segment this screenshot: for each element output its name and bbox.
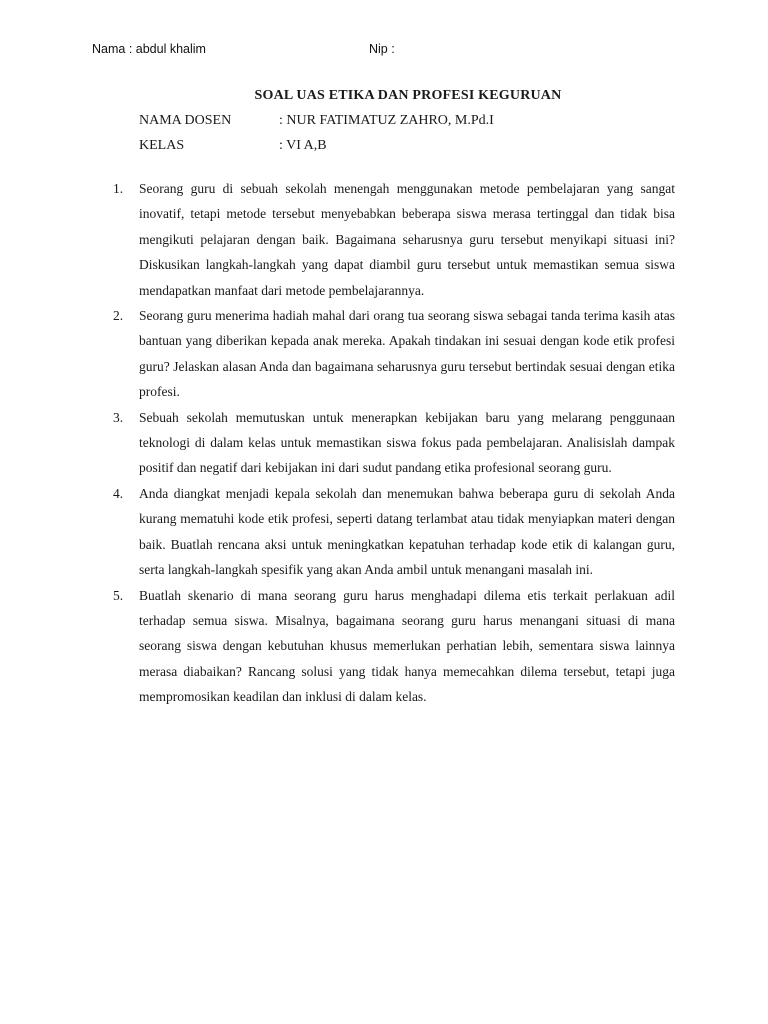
question-text: Seorang guru menerima hadiah mahal dari orang tua seorang siswa sebagai tanda terima kasih atas bantuan yang diberikan kepada anak mereka. Apakah tindakan ini sesuai dengan kode etik profesi guru? Jelaskan alasan Anda dan bagaimana seharusnya guru tersebut bertindak sesuai dengan etika profesi.: [139, 308, 675, 400]
question-number: 5.: [113, 587, 124, 603]
question-text: Anda diangkat menjadi kepala sekolah dan menemukan bahwa beberapa guru di sekolah Anda kurang mematuhi kode etik profesi, seperti datang terlambat atau tidak menyiapkan materi dengan baik. Buatlah rencana aksi untuk meningkatkan kepatuhan terhadap kode etik di kalangan guru, serta langkah-langkah spesifik yang akan Anda ambil untuk menangani masalah ini.: [139, 485, 675, 578]
kelas-value: : VI A,B: [279, 138, 327, 153]
student-info-row: [92, 42, 692, 56]
question-item: [113, 481, 675, 583]
dosen-label: NAMA DOSEN: [139, 113, 232, 128]
student-name: Nama : abdul khalim: [92, 42, 206, 56]
question-item: [113, 405, 675, 481]
question-item: [113, 303, 675, 405]
question-number: 2.: [113, 308, 124, 324]
meta-kelas-row: [139, 138, 327, 154]
question-number: 3.: [113, 409, 124, 425]
question-number: 4.: [113, 485, 124, 501]
question-item: [113, 583, 675, 710]
question-text: Seorang guru di sebuah sekolah menengah menggunakan metode pembelajaran yang sangat inovatif, tetapi metode tersebut menyebabkan beberapa siswa merasa tertinggal dan tidak bisa mengikuti pelajaran dengan baik. Bagaimana seharusnya guru tersebut menyikapi situasi ini? Diskusikan langkah-langkah yang dapat diambil guru tersebut untuk memastikan semua siswa mendapatkan manfaat dari metode pembelajarannya.: [139, 181, 675, 298]
question-list: [113, 176, 675, 710]
student-nip: Nip :: [369, 42, 395, 56]
question-item: [113, 176, 675, 303]
question-number: 1.: [113, 181, 124, 196]
question-text: Sebuah sekolah memutuskan untuk menerapkan kebijakan baru yang melarang penggunaan teknologi di dalam kelas untuk memastikan siswa fokus pada pembelajaran. Analisislah dampak positif dan negatif dari kebijakan ini dari sudut pandang etika profesional seorang guru.: [139, 409, 675, 476]
kelas-label: KELAS: [139, 138, 185, 153]
question-text: Buatlah skenario di mana seorang guru harus menghadapi dilema etis terkait perlakuan adil terhadap semua siswa. Misalnya, bagaimana seorang guru harus menangani situasi di mana seorang siswa dengan kebutuhan khusus memerlukan perhatian lebih, sementara siswa lainnya merasa diabaikan? Rancang solusi yang tidak hanya memecahkan dilema tersebut, tetapi juga mempromosikan keadilan dan inklusi di dalam kelas.: [139, 587, 675, 705]
dosen-value: : NUR FATIMATUZ ZAHRO, M.Pd.I: [279, 113, 494, 128]
meta-dosen-row: [139, 113, 494, 129]
document-title: SOAL UAS ETIKA DAN PROFESI KEGURUAN: [254, 88, 562, 103]
